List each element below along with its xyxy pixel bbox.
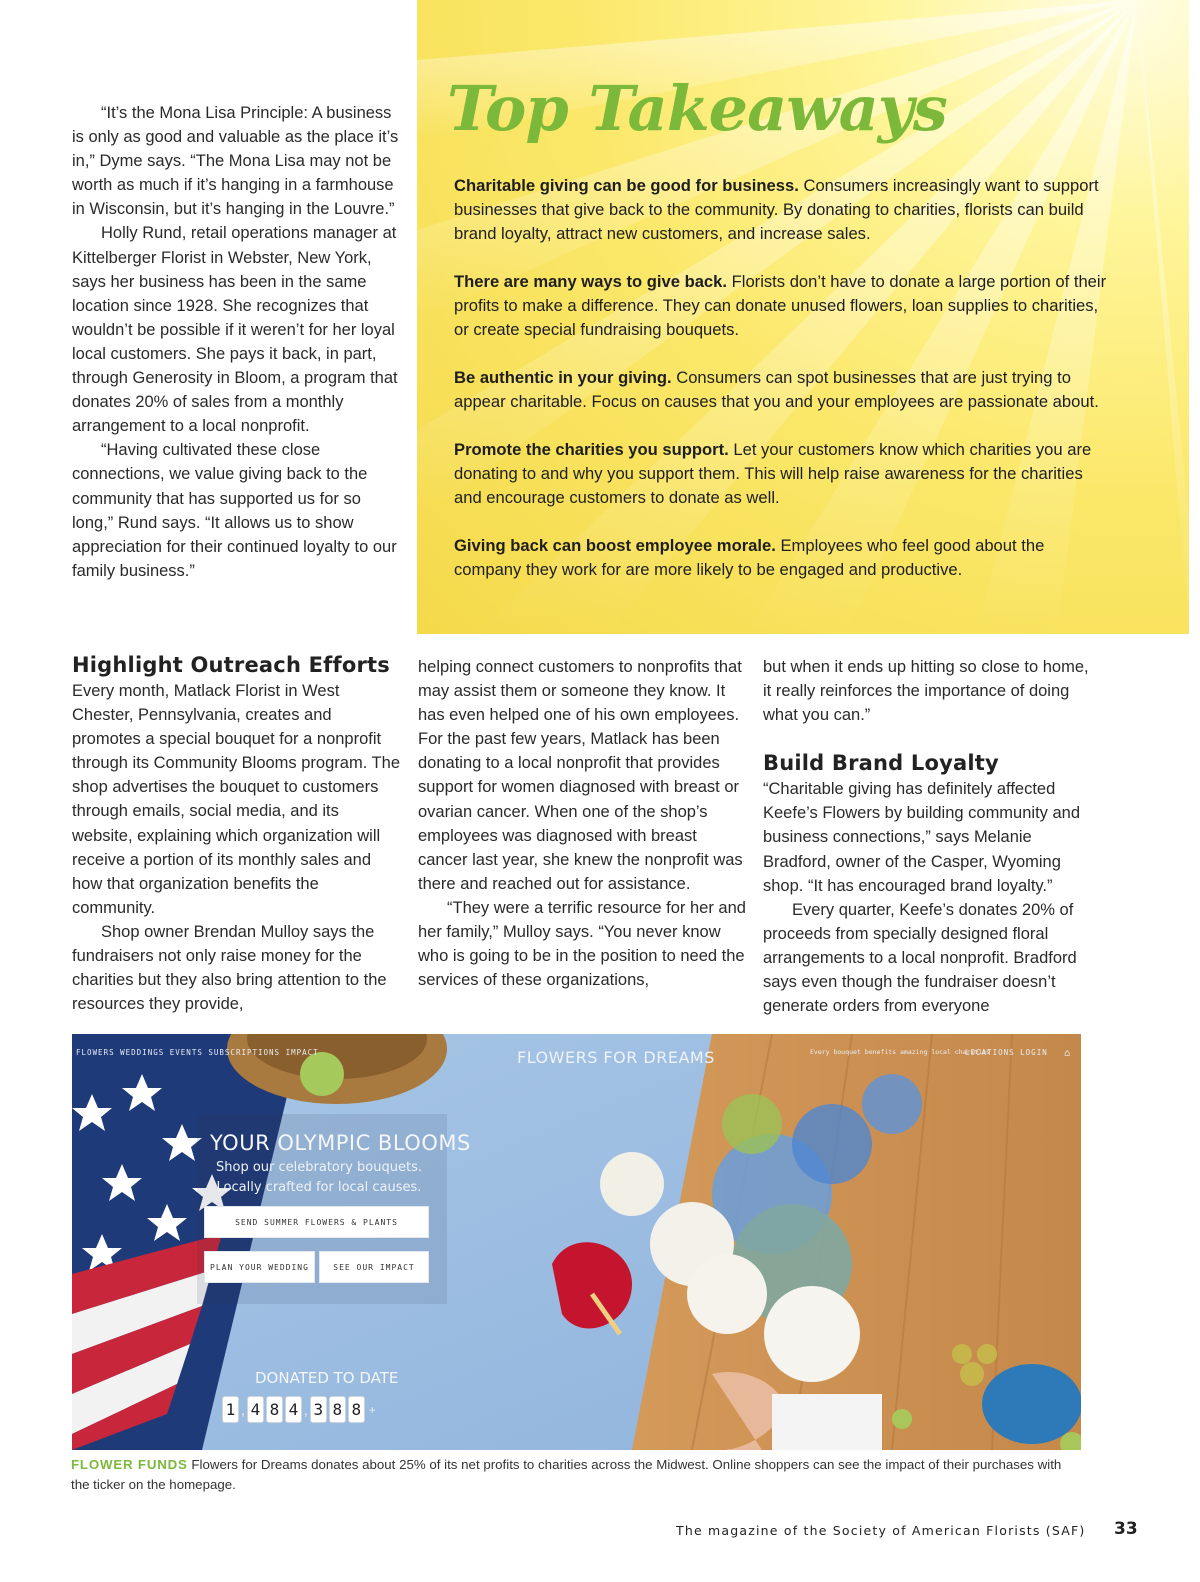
caption-label: FLOWER FUNDS: [71, 1457, 188, 1472]
article-column-top-left: [72, 101, 402, 583]
page-number: 33: [1114, 1519, 1138, 1539]
photo-illustration: [72, 1034, 1081, 1450]
section-heading: Highlight Outreach Efforts: [72, 653, 390, 677]
ticker-digit: 3: [310, 1396, 327, 1423]
takeaway-item: [454, 366, 1114, 414]
takeaway-text: Consumers can spot businesses that are just trying to appear charitable. Focus on causes that you and your employees are passionate about.: [454, 368, 1099, 411]
takeaways-title: Top Takeaways: [447, 72, 947, 145]
paragraph: “It’s the Mona Lisa Principle: A business is only as good and valuable as the place it’s in,” Dyme says. “The Mona Lisa may not be worth as much if it’s hanging in a farmhouse in Wisconsin, but it’s hanging in the Louvre.”: [72, 104, 399, 219]
ticker-digit: 8: [329, 1396, 346, 1423]
paragraph: “Charitable giving has definitely affected Keefe’s Flowers by building community and business connections,” says Melanie Bradford, owner of the Casper, Wyoming shop. “It has encouraged brand loyalty.”: [763, 780, 1081, 895]
cart-icon: ⌂: [1064, 1048, 1072, 1059]
site-headline: YOUR OLYMPIC BLOOMS: [210, 1131, 471, 1155]
takeaway-text: Let your customers know which charities you are donating to and why you support them. This will help raise awareness for the charities and encourage customers to donate as well.: [454, 440, 1092, 507]
ticker-plus: +: [368, 1402, 376, 1417]
see-impact-button: SEE OUR IMPACT: [319, 1251, 429, 1283]
takeaway-lead: Giving back can boost employee morale.: [454, 536, 776, 555]
photo-caption: [71, 1455, 1081, 1495]
paragraph: but when it ends up hitting so close to home, it really reinforces the importance of doing what you can.”: [763, 658, 1089, 725]
donation-ticker: [222, 1396, 376, 1423]
paragraph: Shop owner Brendan Mulloy says the fundraisers not only raise money for the charities but they also bring attention to the resources they provide,: [72, 922, 387, 1014]
send-flowers-button: SEND SUMMER FLOWERS & PLANTS: [204, 1206, 429, 1238]
site-logo: FLOWERS FOR DREAMS: [517, 1048, 715, 1067]
site-promo-text: Every bouquet benefits amazing local charities: [810, 1048, 991, 1056]
top-takeaways-box: [417, 0, 1189, 634]
site-subheadline: Shop our celebratory bouquets. Locally crafted for local causes.: [216, 1160, 422, 1195]
article-column-left: [72, 651, 402, 1016]
takeaway-item: [454, 438, 1114, 510]
site-nav-right: LOCATIONS LOGIN: [965, 1048, 1048, 1057]
ticker-digit: 4: [247, 1396, 264, 1423]
ticker-separator: ,: [241, 1401, 245, 1418]
takeaway-lead: Charitable giving can be good for business.: [454, 176, 799, 195]
paragraph: Every quarter, Keefe’s donates 20% of proceeds from specially designed floral arrangements to a local nonprofit. Bradford says even though the fundraiser doesn’t generate orders from everyone: [763, 900, 1077, 1016]
takeaway-lead: Promote the charities you support.: [454, 440, 729, 459]
takeaway-item: [454, 174, 1114, 246]
takeaway-item: [454, 534, 1114, 582]
paragraph: Holly Rund, retail operations manager at Kittelberger Florist in Webster, New York, says her business has been in the same location since 1928. She recognizes that wouldn’t be possible if it weren’t for her loyal local customers. She pays it back, in part, through Generosity in Bloom, a program that donates 20% of sales from a monthly arrangement to a local nonprofit.: [72, 224, 398, 436]
takeaways-list: [454, 174, 1114, 606]
website-screenshot-photo: [72, 1034, 1081, 1450]
takeaway-text: Florists don’t have to donate a large portion of their profits to make a difference. They can donate unused flowers, loan supplies to charities, or create special fundraising bouquets.: [454, 272, 1107, 339]
takeaway-item: [454, 270, 1114, 342]
paragraph: helping connect customers to nonprofits that may assist them or someone they know. It has even helped one of his own employees. For the past few years, Matlack has been donating to a local nonprofit that provides support for women diagnosed with breast or ovarian cancer. When one of the shop’s employees was diagnosed with breast cancer last year, she knew the nonprofit was there and reached out for assistance.: [418, 658, 743, 893]
site-nav-links: FLOWERS WEDDINGS EVENTS SUBSCRIPTIONS IMPACT: [76, 1048, 319, 1057]
ticker-digit: 8: [348, 1396, 365, 1423]
takeaway-lead: There are many ways to give back.: [454, 272, 728, 291]
donated-label: DONATED TO DATE: [255, 1369, 399, 1387]
paragraph: “Having cultivated these close connections, we value giving back to the community that has supported us for so long,” Rund says. “It allows us to show appreciation for their continued loyalty to our family business.”: [72, 441, 397, 580]
plan-wedding-button: PLAN YOUR WEDDING: [204, 1251, 315, 1283]
article-column-right: [763, 655, 1093, 1018]
page-footer: The magazine of the Society of American Florists (SAF): [676, 1523, 1086, 1538]
section-heading: Build Brand Loyalty: [763, 751, 999, 776]
takeaway-text: Employees who feel good about the company they work for are more likely to be engaged and productive.: [454, 536, 1045, 579]
ticker-separator: ,: [303, 1401, 308, 1418]
ticker-digit: 1: [222, 1396, 239, 1423]
ticker-digit: 8: [266, 1396, 283, 1423]
paragraph: “They were a terrific resource for her and her family,” Mulloy says. “You never know who is going to be in the position to need the services of these organizations,: [418, 898, 746, 990]
takeaway-lead: Be authentic in your giving.: [454, 368, 672, 387]
article-column-middle: [418, 655, 748, 992]
takeaway-text: Consumers increasingly want to support businesses that give back to the community. By donating to charities, florists can build brand loyalty, attract new customers, and increase sales.: [454, 176, 1099, 243]
paragraph: Every month, Matlack Florist in West Chester, Pennsylvania, creates and promotes a special bouquet for a nonprofit through its Community Blooms program. The shop advertises the bouquet to customers through emails, social media, and its website, explaining which organization will receive a portion of its monthly sales and how that organization benefits the community.: [72, 682, 400, 917]
caption-text: Flowers for Dreams donates about 25% of its net profits to charities across the Midwest. Online shoppers can see the impact of their purchases with the ticker on the homepage.: [71, 1457, 1062, 1492]
ticker-digit: 4: [285, 1396, 302, 1423]
